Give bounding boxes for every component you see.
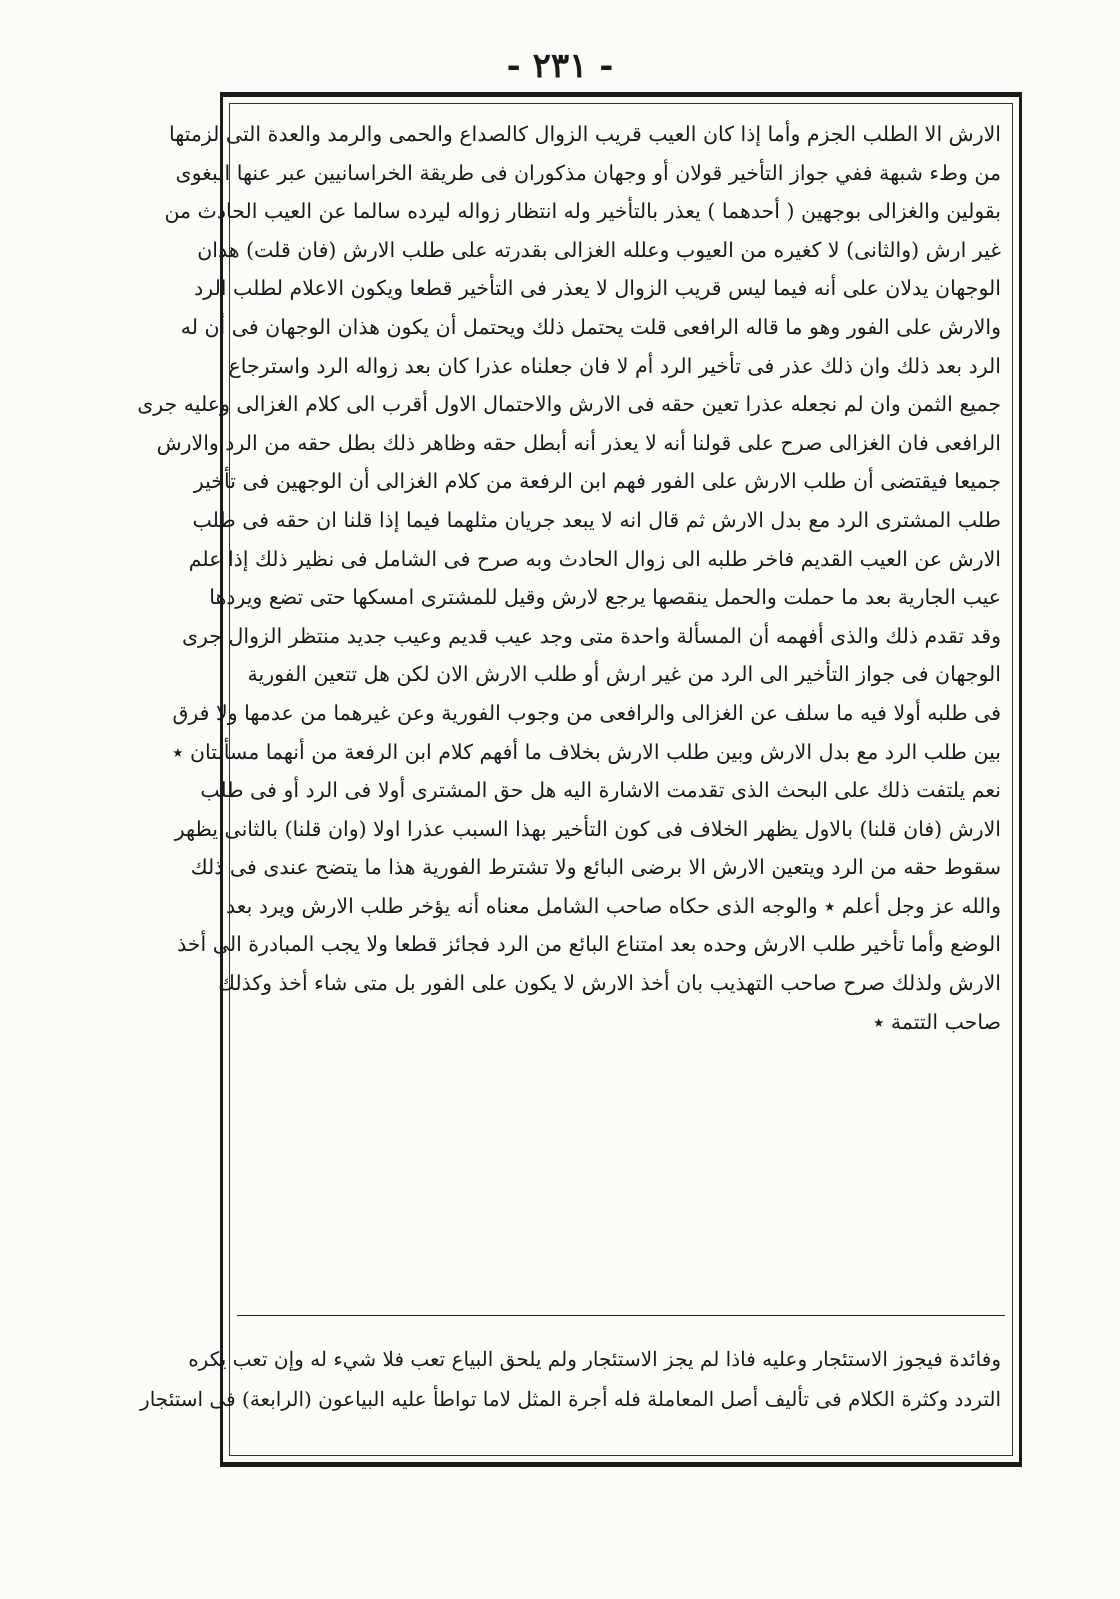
- footnote: [140, 1339, 1001, 1419]
- page-frame: [137, 92, 1022, 1467]
- body-text-line: فى طلبه أولا فيه ما سلف عن الغزالى والرافعى من وجوب الفورية وعن غيرهما من عدمها ولا فرق: [172, 700, 1001, 725]
- body-text-line: الارش عن العيب القديم فاخر طلبه الى زوال الحادث وبه صرح فى الشامل فى نظير ذلك إذا علم: [188, 546, 1001, 571]
- body-text-line: طلب المشترى الرد مع بدل الارش ثم قال انه لا يبعد جريان مثلهما فيما إذا قلنا ان حقه فى طلب: [192, 507, 1001, 532]
- body-text-line: جميع الثمن وان لم نجعله عذرا تعين حقه فى الارش والاحتمال الاول أقرب الى كلام الغزالى وعليه جرى: [137, 392, 1001, 417]
- body-text-line: الوجهان فى جواز التأخير الى الرد من غير ارش أو طلب الارش الان لكن هل تتعين الفورية: [247, 662, 1001, 687]
- body-text-line: نعم يلتفت ذلك على البحث الذى تقدمت الاشارة اليه هل حق المشترى أولا فى الرد أو فى طلب: [200, 778, 1001, 803]
- body-text-line: الرد بعد ذلك وان ذلك عذر فى تأخير الرد أم لا فان جعلناه عذرا كان بعد زواله الرد واسترجاع: [228, 353, 1001, 378]
- body-text-line: بقولين والغزالى بوجهين ( أحدهما ) يعذر بالتأخير وله انتظار زواله ليرده سالما عن العيب الحادث من: [164, 199, 1001, 224]
- body-text-line: وقد تقدم ذلك والذى أفهمه أن المسألة واحدة متى وجد عيب قديم وعيب جديد منتظر الزوال جرى: [181, 623, 1001, 648]
- body-text-line: من وطء شبهة ففي جواز التأخير قولان أو وجهان مذكوران فى طريقة الخراسانيين عبر عنها البغوى: [175, 160, 1001, 185]
- body-text-line: والارش على الفور وهو ما قاله الرافعى قلت يحتمل ذلك ويحتمل أن يكون هذان الوجهان فى أن له: [180, 314, 1001, 339]
- footnote-text-line: وفائدة فيجوز الاستئجار وعليه فاذا لم يجز الاستئجار ولم يلحق البياع تعب فلا شيء له وإن تعب يكره: [188, 1347, 1001, 1371]
- body-text-line: سقوط حقه من الرد ويتعين الارش الا برضى البائع ولا تشترط الفورية هذا ما يتضح عندى فى ذلك: [190, 855, 1001, 880]
- body-text-line: الارش ولذلك صرح صاحب التهذيب بان أخذ الارش لا يكون على الفور بل متى شاء أخذ وكذلك: [218, 971, 1001, 996]
- body-text-line: عيب الجارية بعد ما حملت والحمل ينقصها يرجع لارش وقيل للمشترى امسكها حتى تضع ويردها: [209, 585, 1001, 610]
- body-text-line: بين طلب الرد مع بدل الارش وبين طلب الارش بخلاف ما أفهم كلام ابن الرفعة من أنهما مسألتان ٭: [172, 739, 1001, 764]
- body-text-line: الرافعى فان الغزالى صرح على قولنا أنه لا يعذر أنه أبطل حقه وظاهر ذلك بطل حقه من الرد والارش: [156, 430, 1001, 455]
- body-text-line: صاحب التتمة ٭: [873, 1009, 1001, 1034]
- page-number: - ٢٣١ -: [506, 46, 614, 86]
- body-text-line: الوضع وأما تأخير طلب الارش وحده بعد امتناع البائع من الرد فجائز قطعا ولا يجب المبادرة الى أخذ: [177, 932, 1001, 957]
- body-text-line: الوجهان يدلان على أنه فيما ليس قريب الزوال لا يعذر فى التأخير قطعا ويكون الاعلام لطلب الرد: [194, 276, 1001, 301]
- body-text-line: الارش (فان قلنا) بالاول يظهر الخلاف فى كون التأخير بهذا السبب عذرا اولا (وان قلنا) بالثانى يظهر: [174, 816, 1001, 841]
- footnote-text-line: التردد وكثرة الكلام فى تأليف أصل المعاملة فله أجرة المثل لاما تواطأ عليه البياعون (الرابعة) فى استئجار: [140, 1387, 1001, 1411]
- main-text: [137, 115, 1001, 1303]
- body-text-line: والله عز وجل أعلم ٭ والوجه الذى حكاه صاحب الشامل معناه أنه يؤخر طلب الارش ويرد بعد: [226, 893, 1001, 918]
- body-text-line: جميعا فيقتضى أن طلب الارش على الفور فهم ابن الرفعة من كلام الغزالى أن الوجهين فى تأخير: [193, 469, 1001, 494]
- body-text-line: الارش الا الطلب الجزم وأما إذا كان العيب قريب الزوال كالصداع والحمى والرمد والعدة التى لزمتها: [168, 122, 1001, 146]
- body-text-line: غير ارش (والثانى) لا كغيره من العيوب وعلله الغزالى بقدرته على طلب الارش (فان قلت) هذان: [197, 237, 1001, 262]
- footnote-separator: [237, 1315, 1005, 1316]
